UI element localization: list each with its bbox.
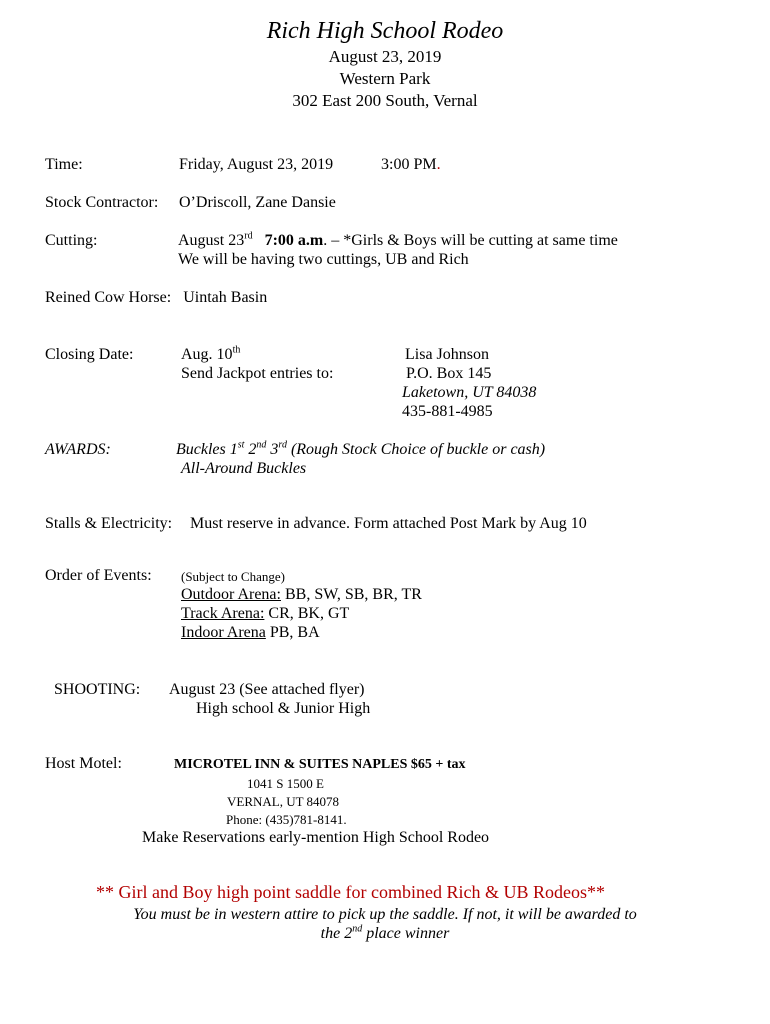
awards-line2: All-Around Buckles bbox=[181, 460, 307, 477]
shooting-line2: High school & Junior High bbox=[196, 700, 371, 717]
events-track: Track Arena: CR, BK, GT bbox=[181, 605, 350, 622]
stalls-label: Stalls & Electricity: bbox=[45, 515, 173, 532]
stock-label: Stock Contractor: bbox=[45, 194, 159, 211]
time-label: Time: bbox=[45, 156, 83, 173]
cutting-line2: We will be having two cuttings, UB and Rich bbox=[178, 251, 469, 268]
contact-box: P.O. Box 145 bbox=[406, 365, 492, 382]
cutting-label: Cutting: bbox=[45, 232, 98, 249]
page-title: Rich High School Rodeo bbox=[266, 18, 504, 44]
attire-line2: the 2nd place winner bbox=[320, 923, 450, 942]
contact-phone: 435-881-4985 bbox=[402, 403, 493, 420]
contact-name: Lisa Johnson bbox=[405, 346, 489, 363]
event-date: August 23, 2019 bbox=[328, 47, 442, 66]
event-address: 302 East 200 South, Vernal bbox=[292, 91, 478, 110]
motel-phone: Phone: (435)781-8141. bbox=[226, 812, 347, 827]
motel-city: VERNAL, UT 84078 bbox=[227, 794, 340, 809]
events-outdoor: Outdoor Arena: BB, SW, SB, BR, TR bbox=[181, 586, 422, 603]
motel-label: Host Motel: bbox=[45, 755, 122, 772]
attire-line1: You must be in western attire to pick up the saddle. If not, it will be awarded to bbox=[133, 906, 637, 923]
time-hour: 3:00 PM. bbox=[381, 156, 441, 173]
reined-row: Reined Cow Horse: Uintah Basin bbox=[45, 289, 268, 306]
motel-name: MICROTEL INN & SUITES NAPLES $65 + tax bbox=[174, 757, 466, 772]
awards-label: AWARDS: bbox=[45, 441, 111, 458]
closing-send: Send Jackpot entries to: bbox=[181, 365, 334, 382]
events-label: Order of Events: bbox=[45, 567, 152, 584]
saddle-notice: ** Girl and Boy high point saddle for combined Rich & UB Rodeos** bbox=[96, 882, 605, 902]
awards-value: Buckles 1st 2nd 3rd (Rough Stock Choice of buckle or cash) bbox=[176, 439, 546, 458]
stalls-value: Must reserve in advance. Form attached Post Mark by Aug 10 bbox=[190, 515, 587, 532]
event-venue: Western Park bbox=[339, 69, 431, 88]
shooting-label: SHOOTING: bbox=[54, 681, 141, 698]
events-indoor: Indoor Arena PB, BA bbox=[181, 624, 320, 641]
closing-label: Closing Date: bbox=[45, 346, 134, 363]
contact-city: Laketown, UT 84038 bbox=[402, 384, 537, 401]
stock-value: O’Driscoll, Zane Dansie bbox=[179, 194, 336, 211]
closing-date: Aug. 10th bbox=[181, 344, 241, 363]
events-note: (Subject to Change) bbox=[181, 569, 285, 584]
cutting-value: August 23rd 7:00 a.m. – *Girls & Boys will be cutting at same time bbox=[178, 230, 618, 249]
motel-note: Make Reservations early-mention High School Rodeo bbox=[142, 829, 490, 846]
motel-street: 1041 S 1500 E bbox=[247, 776, 324, 791]
shooting-value: August 23 (See attached flyer) bbox=[169, 681, 365, 698]
time-date: Friday, August 23, 2019 bbox=[179, 156, 334, 173]
